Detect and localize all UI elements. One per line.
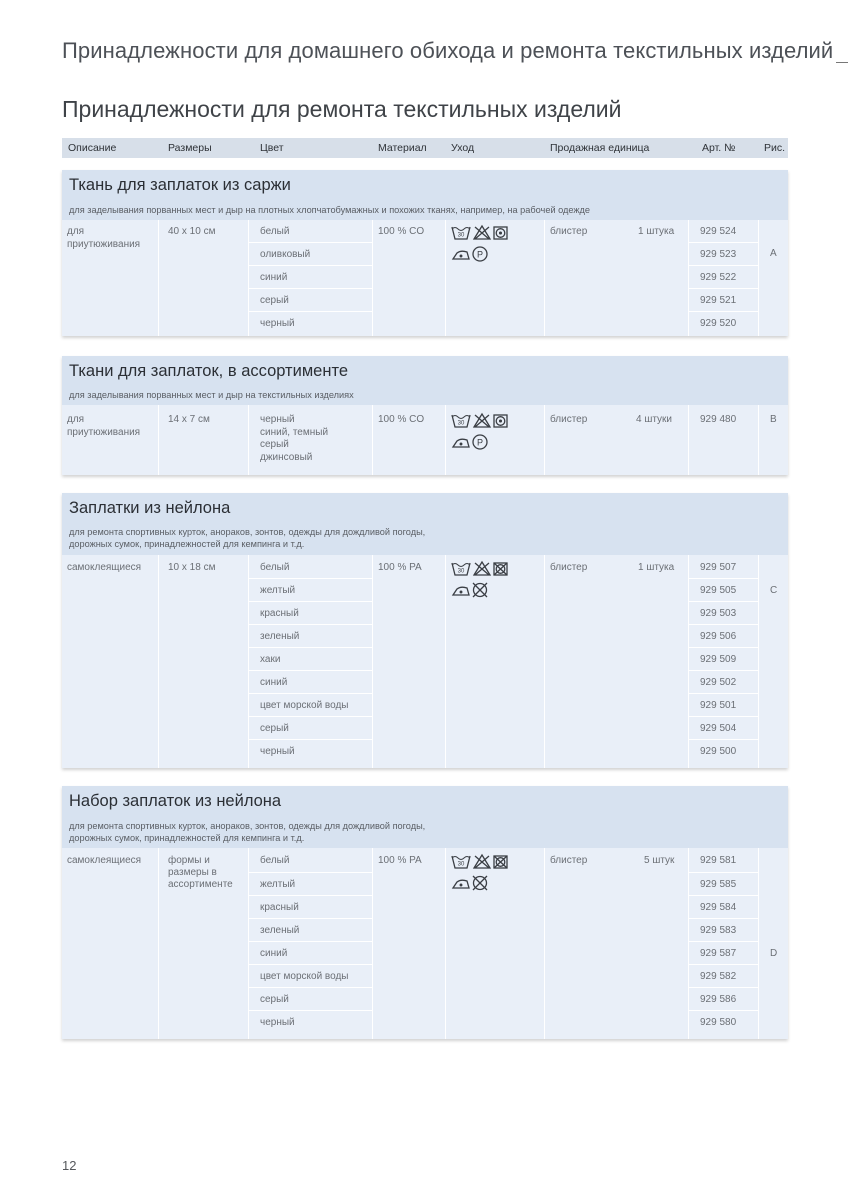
column-header-bar [62,138,788,158]
color-cell: желтый [260,585,296,596]
col-color: Цвет [260,142,284,154]
article-number: 929 480 [700,414,737,425]
size-cell: 40 x 10 см [168,226,216,237]
product-title: Ткань для заплаток из саржи [69,176,291,194]
product-header [62,356,788,405]
iron-low-icon [453,587,469,595]
unit-cell: блистер [550,414,588,425]
care-symbols [451,560,521,602]
dry-clean-p-icon [473,435,487,449]
iron-low-icon [453,439,469,447]
material-cell: 100 % CO [378,226,425,237]
color-cell: белый [260,562,290,573]
product-header [62,170,788,220]
color-cell: оливковый [260,249,311,260]
color-cell: синий [260,272,288,283]
wash-30-icon [452,563,470,575]
material-cell: 100 % PA [378,855,422,866]
article-number: 929 587 [700,948,737,959]
unit-cell: блистер [550,855,588,866]
product-title: Заплатки из нейлона [69,499,231,517]
color-cell: белый [260,855,290,866]
article-number: 929 521 [700,295,737,306]
color-cell: зеленый [260,631,300,642]
svg-text:P: P [476,437,484,448]
no-bleach-icon [474,855,490,868]
iron-low-icon [453,251,469,259]
product-description: для заделывания порванных мест и дыр на плотных хлопчатобумажных и похожих тканях, например, на рабочей одежде [69,205,591,215]
no-tumble-dry-icon [494,563,507,575]
article-number: 929 523 [700,249,737,260]
figure-ref: D [770,948,778,959]
description-cell: самоклеящиеся [67,562,142,573]
no-dry-clean-icon [473,583,487,597]
col-unit: Продажная единица [550,142,650,154]
color-cell: хаки [260,654,281,665]
color-cell: серый [260,723,289,734]
color-cell: черный [260,1017,295,1028]
article-number: 929 504 [700,723,737,734]
svg-text:30: 30 [457,232,465,239]
article-number: 929 509 [700,654,737,665]
product-description: для заделывания порванных мест и дыр на текстильных изделиях [69,390,354,400]
svg-text:30: 30 [457,861,465,868]
no-bleach-icon [474,562,490,575]
figure-ref: C [770,585,778,596]
color-cell: цвет морской воды [260,971,349,982]
header-rule [836,62,848,63]
material-cell: 100 % PA [378,562,422,573]
color-cell: красный [260,608,299,619]
article-number: 929 581 [700,855,737,866]
description-cell: для приутюживания [67,414,141,438]
wash-30-icon [452,227,470,239]
care-symbols [451,853,521,895]
product-title: Ткани для заплаток, в ассортименте [69,362,349,380]
color-cell: серый [260,994,289,1005]
color-cell: серый [260,295,289,306]
article-number: 929 522 [700,272,737,283]
color-cell: черный синий, темный серый джинсовый [260,414,329,463]
qty-cell: 4 штуки [636,414,673,425]
color-cell: цвет морской воды [260,700,349,711]
care-symbols [451,224,521,266]
qty-cell: 5 штук [644,855,675,866]
article-number: 929 502 [700,677,737,688]
wash-30-icon [452,415,470,427]
unit-cell: блистер [550,562,588,573]
color-cell: зеленый [260,925,300,936]
article-number: 929 524 [700,226,737,237]
product-description: для ремонта спортивных курток, анораков, зонтов, одежды для дождливой погоды, дорожных сумок, принадлежностей для кемпинга и т.д. [69,821,426,843]
color-cell: черный [260,746,295,757]
size-cell: формы и размеры в ассортименте [168,855,233,890]
qty-cell: 1 штука [638,226,675,237]
product-header [62,493,788,555]
article-number: 929 507 [700,562,737,573]
tumble-dry-low-icon [494,227,507,239]
unit-cell: блистер [550,226,588,237]
chapter-title: Принадлежности для домашнего обихода и ремонта текстильных изделий [62,38,834,63]
size-cell: 10 x 18 см [168,562,216,573]
col-size: Размеры [168,142,212,154]
size-cell: 14 x 7 см [168,414,210,425]
no-tumble-dry-icon [494,856,507,868]
svg-text:P: P [476,249,484,260]
product-header [62,786,788,848]
material-cell: 100 % CO [378,414,425,425]
product-card-nylon-patch [62,493,788,768]
product-card-twill-patch [62,170,788,336]
col-care: Уход [451,142,475,154]
product-card-patch-assortment [62,356,788,475]
article-number: 929 585 [700,879,737,890]
article-number: 929 503 [700,608,737,619]
article-number: 929 520 [700,318,737,329]
article-number: 929 506 [700,631,737,642]
qty-cell: 1 штука [638,562,675,573]
iron-low-icon [453,880,469,888]
no-dry-clean-icon [473,876,487,890]
article-number: 929 586 [700,994,737,1005]
article-number: 929 582 [700,971,737,982]
no-bleach-icon [474,414,490,427]
color-cell: красный [260,902,299,913]
no-bleach-icon [474,226,490,239]
product-description: для ремонта спортивных курток, анораков, зонтов, одежды для дождливой погоды, дорожных сумок, принадлежностей для кемпинга и т.д. [69,527,426,549]
page-number: 12 [62,1158,77,1173]
article-number: 929 500 [700,746,737,757]
col-figure: Рис. [764,142,786,154]
figure-ref: A [770,248,777,259]
color-cell: белый [260,226,290,237]
figure-ref: B [770,414,777,425]
article-number: 929 501 [700,700,737,711]
care-symbols [451,412,521,454]
section-title: Принадлежности для ремонта текстильных изделий [62,96,622,122]
color-cell: синий [260,948,288,959]
description-cell: самоклеящиеся [67,855,142,866]
col-article: Арт. № [702,142,736,154]
col-description: Описание [68,142,117,154]
article-number: 929 583 [700,925,737,936]
product-title: Набор заплаток из нейлона [69,792,282,810]
product-card-nylon-patch-set [62,786,788,1039]
article-number: 929 584 [700,902,737,913]
article-number: 929 505 [700,585,737,596]
color-cell: синий [260,677,288,688]
svg-text:30: 30 [457,568,465,575]
col-material: Материал [378,142,427,154]
article-number: 929 580 [700,1017,737,1028]
tumble-dry-low-icon [494,415,507,427]
color-cell: желтый [260,879,296,890]
dry-clean-p-icon [473,247,487,261]
description-cell: для приутюживания [67,226,141,250]
wash-30-icon [452,856,470,868]
color-cell: черный [260,318,295,329]
svg-text:30: 30 [457,420,465,427]
